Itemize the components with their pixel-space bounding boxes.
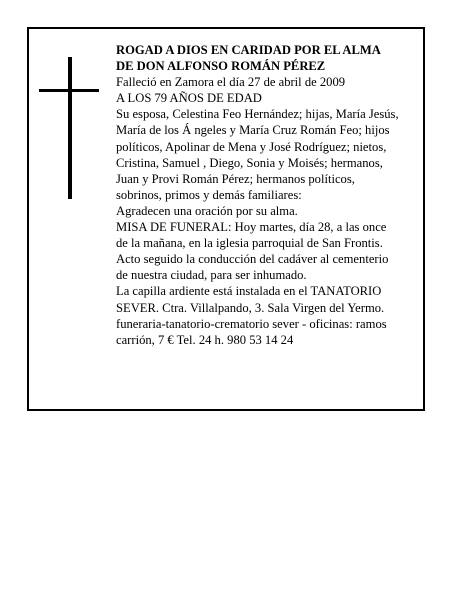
funeral-mass-line: de la mañana, en la iglesia parroquial de San Frontis. — [116, 236, 383, 251]
cross-horizontal-bar — [39, 89, 99, 92]
family-line: Cristina, Samuel , Diego, Sonia y Moisés; hermanos, — [116, 155, 383, 170]
age-line: A LOS 79 AÑOS DE EDAD — [116, 91, 262, 106]
burial-line: Acto seguido la conducción del cadáver al cementerio — [116, 252, 389, 267]
funeral-home-contact-line: carrión, 7 € Tel. 24 h. 980 53 14 24 — [116, 332, 294, 347]
prayer-request-line: Agradecen una oración por su alma. — [116, 203, 298, 218]
obituary-notice — [27, 27, 425, 411]
heading-line-2: DE DON ALFONSO ROMÁN PÉREZ — [116, 59, 326, 74]
family-line: políticos, Apolinar de Mena y José Rodríguez; nietos, — [116, 139, 387, 154]
chapel-line: La capilla ardiente está instalada en el TANATORIO — [116, 284, 382, 299]
cross-vertical-bar — [68, 57, 72, 199]
notice-text — [116, 42, 424, 348]
heading-line-1: ROGAD A DIOS EN CARIDAD POR EL ALMA — [116, 43, 381, 57]
funeral-mass-line: MISA DE FUNERAL: Hoy martes, día 28, a las once — [116, 220, 387, 235]
funeral-home-contact-line: funeraria-tanatorio-crematorio sever - oficinas: ramos — [116, 316, 387, 331]
family-line: Su esposa, Celestina Feo Hernández; hijas, María Jesús, — [116, 107, 399, 122]
death-date-line: Falleció en Zamora el día 27 de abril de 2009 — [116, 75, 346, 90]
family-line: sobrinos, primos y demás familiares: — [116, 187, 302, 202]
family-line: María de los Á ngeles y María Cruz Román Feo; hijos — [116, 123, 390, 138]
burial-line: de nuestra ciudad, para ser inhumado. — [116, 268, 307, 283]
chapel-line: SEVER. Ctra. Villalpando, 3. Sala Virgen del Yermo. — [116, 300, 385, 315]
family-line: Juan y Provi Román Pérez; hermanos políticos, — [116, 171, 355, 186]
